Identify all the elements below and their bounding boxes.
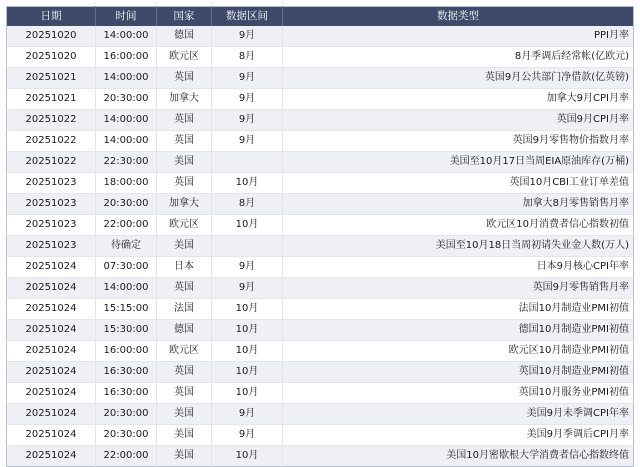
economic-calendar-table [6, 6, 634, 467]
cell-date: 20251024 [7, 383, 96, 404]
cell-type: 英国9月零售销售月率 [283, 278, 634, 299]
cell-country: 美国 [157, 404, 212, 425]
cell-range: 9月 [212, 26, 283, 47]
cell-date: 20251022 [7, 110, 96, 131]
table-header-row [7, 7, 634, 27]
cell-type: 美国9月季调后CPI月率 [283, 425, 634, 446]
cell-date: 20251021 [7, 68, 96, 89]
cell-type: 欧元区10月制造业PMI初值 [283, 341, 634, 362]
cell-country: 美国 [157, 152, 212, 173]
cell-date: 20251024 [7, 404, 96, 425]
table-row [7, 383, 634, 404]
cell-country: 英国 [157, 362, 212, 383]
cell-time: 20:30:00 [96, 89, 157, 110]
table-row [7, 215, 634, 236]
cell-time: 20:30:00 [96, 425, 157, 446]
cell-country: 美国 [157, 425, 212, 446]
cell-type: 加拿大8月零售销售月率 [283, 194, 634, 215]
cell-type: 法国10月制造业PMI初值 [283, 299, 634, 320]
cell-date: 20251023 [7, 173, 96, 194]
table-body [7, 26, 634, 467]
cell-date: 20251024 [7, 362, 96, 383]
cell-type: 英国10月服务业PMI初值 [283, 383, 634, 404]
cell-type: 加拿大9月CPI月率 [283, 89, 634, 110]
table-row [7, 257, 634, 278]
cell-time: 14:00:00 [96, 131, 157, 152]
cell-range: 10月 [212, 383, 283, 404]
cell-time: 16:30:00 [96, 383, 157, 404]
cell-time: 07:30:00 [96, 257, 157, 278]
cell-time: 14:00:00 [96, 110, 157, 131]
cell-country: 英国 [157, 278, 212, 299]
table-row [7, 446, 634, 467]
table-row [7, 404, 634, 425]
cell-date: 20251024 [7, 341, 96, 362]
cell-time: 14:00:00 [96, 68, 157, 89]
table-row [7, 26, 634, 47]
cell-date: 20251024 [7, 257, 96, 278]
cell-date: 20251020 [7, 47, 96, 68]
column-header-date: 日期 [7, 7, 96, 27]
cell-date: 20251024 [7, 425, 96, 446]
cell-range [212, 152, 283, 173]
cell-type: 美国至10月17日当周EIA原油库存(万桶) [283, 152, 634, 173]
cell-range: 10月 [212, 299, 283, 320]
cell-type: 美国9月未季调CPI年率 [283, 404, 634, 425]
cell-country: 英国 [157, 173, 212, 194]
cell-country: 日本 [157, 257, 212, 278]
cell-type: 英国10月CBI工业订单差值 [283, 173, 634, 194]
cell-date: 20251022 [7, 152, 96, 173]
cell-range: 9月 [212, 89, 283, 110]
table-row [7, 152, 634, 173]
cell-date: 20251024 [7, 299, 96, 320]
cell-type: 英国9月零售物价指数月率 [283, 131, 634, 152]
cell-time: 22:00:00 [96, 446, 157, 467]
cell-time: 20:30:00 [96, 194, 157, 215]
cell-country: 加拿大 [157, 89, 212, 110]
cell-time: 20:30:00 [96, 404, 157, 425]
table-row [7, 341, 634, 362]
cell-country: 欧元区 [157, 341, 212, 362]
cell-time: 18:00:00 [96, 173, 157, 194]
cell-time: 14:00:00 [96, 278, 157, 299]
cell-type: 英国9月CPI月率 [283, 110, 634, 131]
cell-time: 14:00:00 [96, 26, 157, 47]
cell-country: 德国 [157, 26, 212, 47]
table-row [7, 110, 634, 131]
cell-range: 9月 [212, 68, 283, 89]
column-header-type: 数据类型 [283, 7, 634, 27]
cell-time: 16:30:00 [96, 362, 157, 383]
cell-type: 欧元区10月消费者信心指数初值 [283, 215, 634, 236]
cell-date: 20251020 [7, 26, 96, 47]
cell-country: 英国 [157, 383, 212, 404]
cell-country: 美国 [157, 446, 212, 467]
cell-date: 20251024 [7, 320, 96, 341]
cell-type: 德国10月制造业PMI初值 [283, 320, 634, 341]
cell-range: 10月 [212, 320, 283, 341]
table-row [7, 173, 634, 194]
cell-time: 22:00:00 [96, 215, 157, 236]
cell-date: 20251022 [7, 131, 96, 152]
cell-range: 9月 [212, 131, 283, 152]
column-header-time: 时间 [96, 7, 157, 27]
table-row [7, 236, 634, 257]
cell-range: 10月 [212, 362, 283, 383]
table-row [7, 131, 634, 152]
table-header [7, 7, 634, 27]
cell-range: 8月 [212, 47, 283, 68]
cell-type: 英国10月制造业PMI初值 [283, 362, 634, 383]
cell-country: 英国 [157, 131, 212, 152]
cell-range: 8月 [212, 194, 283, 215]
cell-date: 20251021 [7, 89, 96, 110]
cell-type: 8月季调后经常帐(亿欧元) [283, 47, 634, 68]
cell-type: 美国至10月18日当周初请失业金人数(万人) [283, 236, 634, 257]
cell-country: 英国 [157, 68, 212, 89]
table-row [7, 194, 634, 215]
cell-date: 20251024 [7, 446, 96, 467]
table-row [7, 425, 634, 446]
column-header-country: 国家 [157, 7, 212, 27]
cell-range: 9月 [212, 257, 283, 278]
cell-range: 9月 [212, 425, 283, 446]
cell-country: 欧元区 [157, 215, 212, 236]
cell-time: 15:15:00 [96, 299, 157, 320]
cell-country: 法国 [157, 299, 212, 320]
table-row [7, 299, 634, 320]
cell-range: 9月 [212, 404, 283, 425]
table-row [7, 278, 634, 299]
cell-type: 日本9月核心CPI年率 [283, 257, 634, 278]
cell-country: 美国 [157, 236, 212, 257]
cell-date: 20251023 [7, 236, 96, 257]
cell-country: 英国 [157, 110, 212, 131]
cell-date: 20251023 [7, 215, 96, 236]
column-header-range: 数据区间 [212, 7, 283, 27]
cell-range: 10月 [212, 341, 283, 362]
cell-type: PPI月率 [283, 26, 634, 47]
table-row [7, 47, 634, 68]
cell-range: 9月 [212, 110, 283, 131]
cell-range [212, 236, 283, 257]
cell-date: 20251024 [7, 278, 96, 299]
cell-time: 16:00:00 [96, 47, 157, 68]
cell-date: 20251023 [7, 194, 96, 215]
cell-country: 德国 [157, 320, 212, 341]
cell-type: 英国9月公共部门净借款(亿英镑) [283, 68, 634, 89]
cell-range: 10月 [212, 173, 283, 194]
cell-range: 10月 [212, 446, 283, 467]
cell-type: 美国10月密歇根大学消费者信心指数终值 [283, 446, 634, 467]
table-row [7, 89, 634, 110]
table-row [7, 320, 634, 341]
cell-range: 10月 [212, 215, 283, 236]
cell-time: 22:30:00 [96, 152, 157, 173]
cell-range: 9月 [212, 278, 283, 299]
cell-country: 加拿大 [157, 194, 212, 215]
cell-time: 15:30:00 [96, 320, 157, 341]
cell-country: 欧元区 [157, 47, 212, 68]
table-row [7, 68, 634, 89]
cell-time: 16:00:00 [96, 341, 157, 362]
table-row [7, 362, 634, 383]
cell-time: 待确定 [96, 236, 157, 257]
